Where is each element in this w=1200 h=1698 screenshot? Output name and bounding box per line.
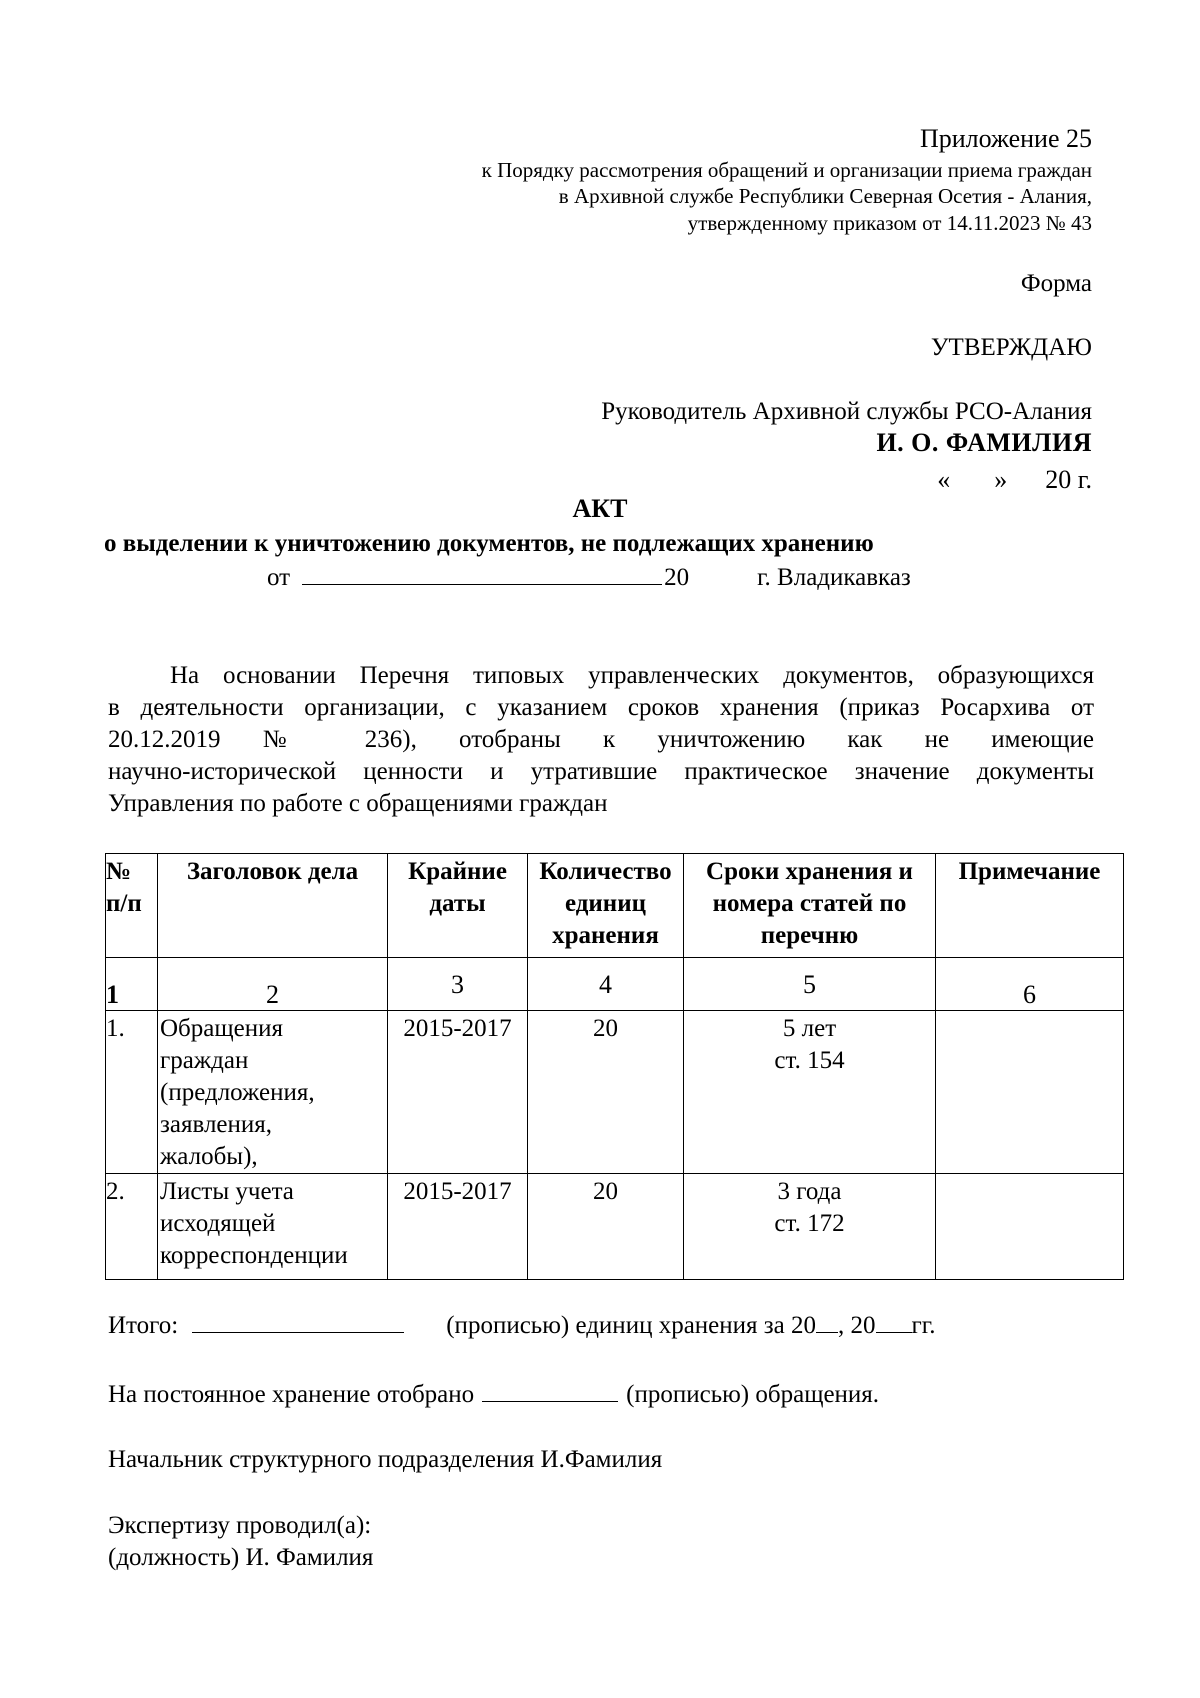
column-number: 4 xyxy=(528,958,684,1011)
approval-heading: УТВЕРЖДАЮ xyxy=(930,334,1092,361)
column-number: 5 xyxy=(684,958,936,1011)
row-dates: 2015-2017 xyxy=(388,1011,528,1174)
column-number: 6 xyxy=(936,958,1124,1011)
paragraph-line: научно-исторической ценности и утратившие практическое значение документы xyxy=(108,758,1094,785)
basis-paragraph xyxy=(108,660,1094,820)
appendix-line-3: утвержденному приказом от 14.11.2023 № 43 xyxy=(687,211,1092,235)
documents-table xyxy=(105,853,1124,1280)
row-count: 20 xyxy=(528,1174,684,1280)
form-label: Форма xyxy=(1020,270,1092,297)
row-title xyxy=(158,1174,388,1280)
approver-name: И. О. ФАМИЛИЯ xyxy=(876,428,1092,457)
header-terms: Сроки хранения и номера статей по перечню xyxy=(684,854,936,958)
appendix-line-1: к Порядку рассмотрения обращений и организации приема граждан xyxy=(481,158,1092,182)
act-date-line xyxy=(267,562,911,592)
table-column-numbers-row xyxy=(106,958,1124,1011)
row-note xyxy=(936,1174,1124,1280)
total-blank[interactable] xyxy=(192,1310,404,1333)
act-city: г. Владикавказ xyxy=(757,564,911,591)
act-date-prefix: от xyxy=(267,564,291,591)
column-number: 2 xyxy=(158,958,388,1011)
header-title: Заголовок дела xyxy=(158,854,388,958)
row-terms xyxy=(684,1011,936,1174)
row-dates: 2015-2017 xyxy=(388,1174,528,1280)
header-count: Количество единиц хранения xyxy=(528,854,684,958)
row-terms xyxy=(684,1174,936,1280)
total-label: Итого: xyxy=(108,1312,179,1339)
act-date-blank[interactable] xyxy=(302,562,662,585)
expert-name: (должность) И. Фамилия xyxy=(108,1544,374,1571)
row-number: 1. xyxy=(106,1011,158,1174)
row-count: 20 xyxy=(528,1011,684,1174)
chief-signature: Начальник структурного подразделения И.Фамилия xyxy=(108,1446,663,1473)
total-line xyxy=(108,1310,935,1340)
quote-open: « xyxy=(937,465,951,494)
column-number: 1 xyxy=(106,958,158,1011)
total-text: (прописью) единиц хранения за 20 xyxy=(446,1312,816,1339)
total-end: гг. xyxy=(911,1312,936,1339)
table-row xyxy=(106,1011,1124,1174)
paragraph-line: На основании Перечня типовых управленческих документов, образующихся xyxy=(170,662,1094,689)
row-title-line: Листы учета xyxy=(160,1178,294,1205)
row-title xyxy=(158,1011,388,1174)
table-header-row xyxy=(106,854,1124,958)
table-row xyxy=(106,1174,1124,1280)
row-term-line: 3 года xyxy=(777,1178,842,1205)
row-title-line: заявления, xyxy=(160,1111,273,1138)
permanent-prefix: На постоянное хранение отобрано xyxy=(108,1381,475,1408)
approval-year: 20 г. xyxy=(1045,465,1092,494)
row-title-line: граждан xyxy=(160,1047,249,1074)
row-term-line: ст. 172 xyxy=(774,1210,845,1237)
approver-position: Руководитель Архивной службы РСО-Алания xyxy=(601,398,1092,425)
act-subtitle: о выделении к уничтожению документов, не подлежащих хранению xyxy=(104,530,874,557)
row-note xyxy=(936,1011,1124,1174)
paragraph-line: Управления по работе с обращениями граждан xyxy=(108,790,608,817)
row-title-line: исходящей xyxy=(160,1210,276,1237)
header-note: Примечание xyxy=(936,854,1124,958)
year-blank-1[interactable] xyxy=(816,1310,838,1333)
row-title-line: (предложения, xyxy=(160,1079,315,1106)
paragraph-line: в деятельности организации, с указанием сроков хранения (приказ Росархива от xyxy=(108,694,1094,721)
permanent-storage-line xyxy=(108,1379,879,1409)
row-title-line: Обращения xyxy=(160,1015,283,1042)
row-term-line: 5 лет xyxy=(782,1015,837,1042)
header-dates: Крайние даты xyxy=(388,854,528,958)
appendix-line-2: в Архивной службе Республики Северная Осетия - Алания, xyxy=(558,184,1092,208)
approval-date xyxy=(937,465,1092,495)
paragraph-line: 20.12.2019 № 236), отобраны к уничтожению как не имеющие xyxy=(108,726,1094,753)
year-blank-2[interactable] xyxy=(876,1310,912,1333)
act-title: АКТ xyxy=(572,494,628,523)
header-number: № п/п xyxy=(106,854,158,958)
appendix-title: Приложение 25 xyxy=(919,124,1092,153)
row-number: 2. xyxy=(106,1174,158,1280)
act-date-year: 20 xyxy=(664,564,690,591)
permanent-blank[interactable] xyxy=(482,1379,618,1402)
column-number: 3 xyxy=(388,958,528,1011)
row-title-line: корреспонденции xyxy=(160,1242,348,1269)
permanent-suffix: (прописью) обращения. xyxy=(626,1381,880,1408)
row-term-line: ст. 154 xyxy=(774,1047,845,1074)
expert-label: Экспертизу проводил(а): xyxy=(108,1512,372,1539)
row-title-line: жалобы), xyxy=(160,1143,258,1170)
total-mid: , 20 xyxy=(838,1312,876,1339)
quote-close: » xyxy=(994,465,1008,494)
